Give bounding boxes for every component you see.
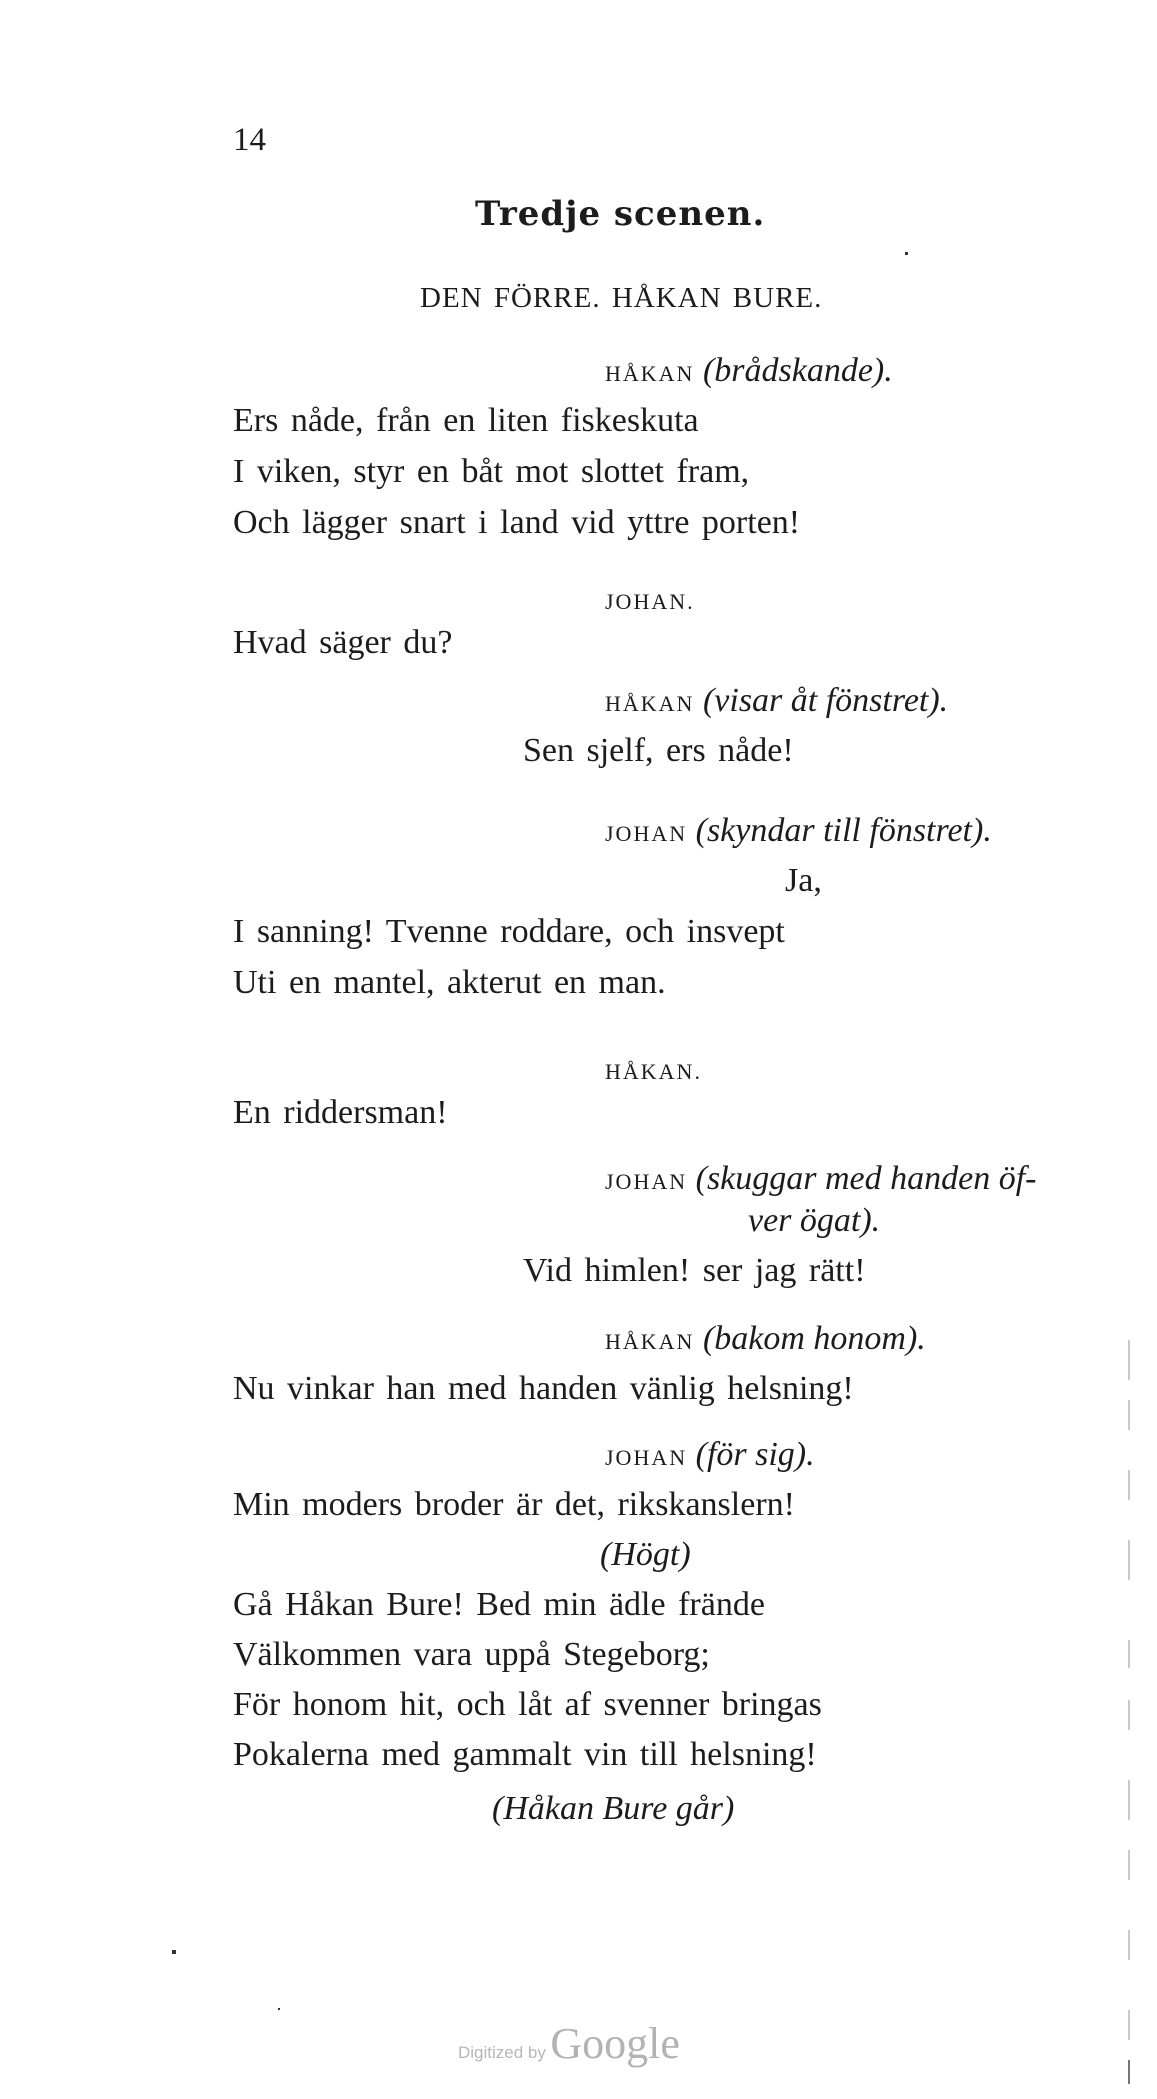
scan-speck [278,2008,280,2010]
speaker-heading [605,812,992,850]
page-number: 14 [233,122,266,158]
verse-line: Gå Håkan Bure! Bed min ädle frände [233,1586,765,1623]
stage-direction-continued: ver ögat). [748,1202,881,1239]
stage-direction: (skyndar till fönstret). [695,812,992,849]
cast-list: DEN FÖRRE. HÅKAN BURE. [420,282,823,314]
speaker-heading [605,1160,1037,1198]
scan-edge-mark [1128,1930,1130,1960]
verse-line: Uti en mantel, akterut en man. [233,964,666,1001]
speaker-heading [605,682,948,720]
digitized-label: Digitized by [458,2043,546,2062]
scan-edge-mark [1128,1470,1130,1500]
stage-direction: (visar åt fönstret). [702,682,949,719]
verse-line: I sanning! Tvenne roddare, och insvept [233,913,785,950]
speaker-name: HÅKAN [605,691,695,716]
verse-line: Välkommen vara uppå Stegeborg; [233,1636,710,1673]
speaker-name: JOHAN [605,821,688,846]
scan-edge-mark [1128,1400,1130,1430]
scan-edge-mark [1128,1700,1130,1730]
stage-direction: (brådskande). [702,352,893,389]
verse-line: Vid himlen! ser jag rätt! [523,1252,866,1289]
verse-line: Sen sjelf, ers nåde! [523,732,794,769]
speaker-heading [605,352,893,390]
speaker-name: JOHAN [605,1445,688,1470]
speaker-name: HÅKAN. [605,1059,702,1084]
verse-line: Ers nåde, från en liten fiskeskuta [233,402,699,439]
verse-line: Hvad säger du? [233,624,453,661]
scan-edge-mark [1128,2060,1130,2084]
scan-speck [172,1950,176,1954]
speaker-heading [605,1050,702,1088]
speaker-name: HÅKAN [605,361,695,386]
speaker-heading [605,1320,926,1358]
verse-line: Pokalerna med gammalt vin till helsning! [233,1736,817,1773]
verse-line: Och lägger snart i land vid yttre porten! [233,504,801,541]
stage-direction: (Håkan Bure går) [492,1790,735,1827]
verse-line: För honom hit, och låt af svenner bringas [233,1686,822,1723]
scan-edge-mark [1128,2010,1130,2040]
speaker-name: JOHAN [605,1169,688,1194]
stage-direction: (skuggar med handen öf- [695,1160,1037,1197]
verse-line: I viken, styr en båt mot slottet fram, [233,453,750,490]
scene-title: Tredje scenen. [475,194,766,234]
stage-direction: (bakom honom). [702,1320,926,1357]
scan-edge-mark [1128,1780,1130,1820]
scan-edge-mark [1128,1540,1130,1580]
speaker-heading [605,1436,815,1474]
stage-direction: (för sig). [695,1436,815,1473]
digitized-watermark [458,2018,680,2069]
stage-direction: (Högt) [600,1536,691,1573]
verse-line: Ja, [785,862,822,899]
speaker-heading [605,580,695,618]
scan-edge-mark [1128,1850,1130,1880]
scan-edge-mark [1128,1340,1130,1380]
verse-line: En riddersman! [233,1094,448,1131]
verse-line: Nu vinkar han med handen vänlig helsning! [233,1370,854,1407]
speaker-name: HÅKAN [605,1329,695,1354]
scan-speck [905,252,908,255]
scan-edge-mark [1128,1640,1130,1668]
verse-line: Min moders broder är det, rikskanslern! [233,1486,795,1523]
speaker-name: JOHAN. [605,589,695,614]
google-logo: Google [550,2019,680,2068]
